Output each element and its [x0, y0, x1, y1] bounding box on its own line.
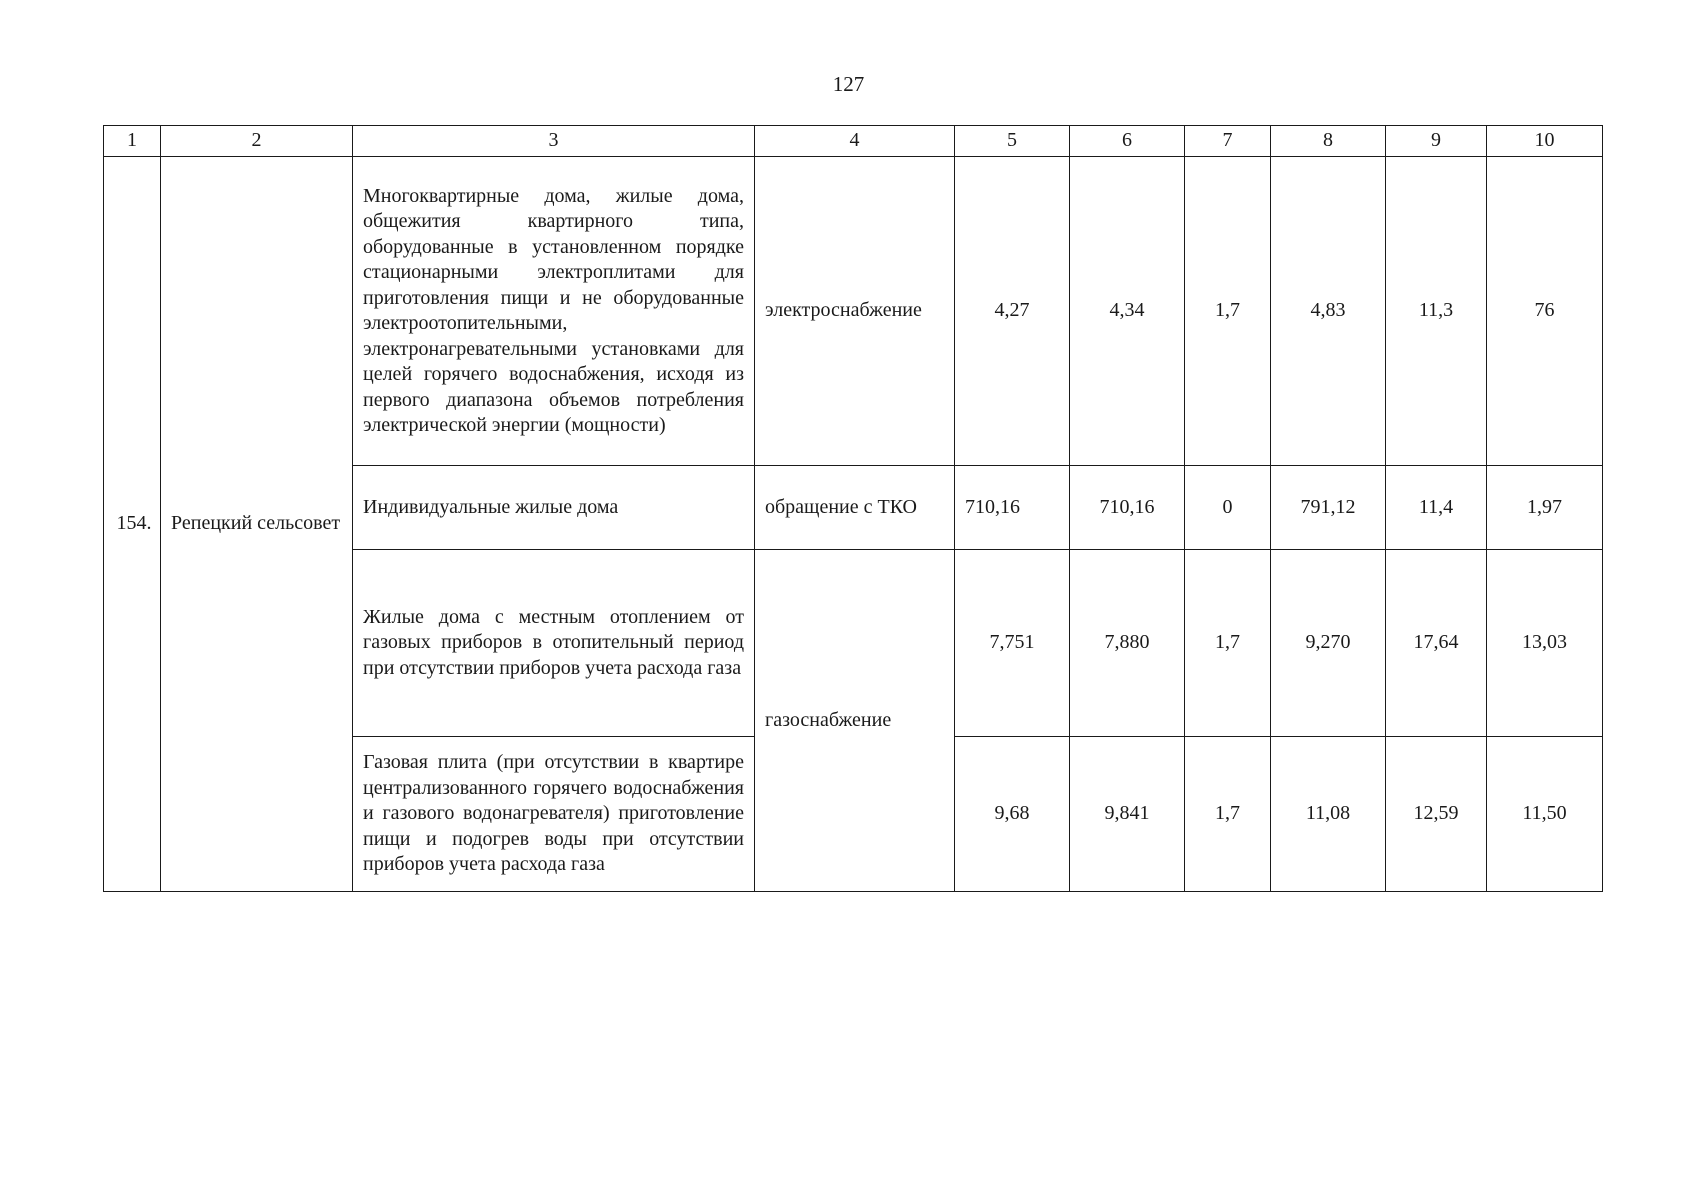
header-cell: 9 [1386, 126, 1487, 157]
value-cell: 12,59 [1386, 737, 1487, 892]
municipality-name: Репецкий сельсовет [161, 157, 353, 892]
value-cell: 9,270 [1271, 550, 1386, 737]
header-cell: 6 [1070, 126, 1185, 157]
value-cell: 7,880 [1070, 550, 1185, 737]
value-cell: 7,751 [955, 550, 1070, 737]
value-cell: 0 [1185, 466, 1271, 550]
consumer-category: Жилые дома с местным отоплением от газовых приборов в отопительный период при отсутствии приборов учета расхода газа [353, 550, 755, 737]
value-cell: 9,68 [955, 737, 1070, 892]
service-type: электроснабжение [755, 157, 955, 466]
value-cell: 11,50 [1487, 737, 1603, 892]
page-number: 127 [832, 72, 865, 96]
consumer-category: Многоквартирные дома, жилые дома, общежития квартирного типа, оборудованные в установленном порядке стационарными электроплитами для приготовления пищи и не оборудованные электроотопительными, электронагревательными установками для целей горячего водоснабжения, исходя из первого диапазона объемов потребления электрической энергии (мощности) [353, 157, 755, 466]
header-cell: 4 [755, 126, 955, 157]
value-cell: 710,16 [1070, 466, 1185, 550]
header-cell: 7 [1185, 126, 1271, 157]
value-cell: 4,83 [1271, 157, 1386, 466]
value-cell: 76 [1487, 157, 1603, 466]
header-cell: 2 [161, 126, 353, 157]
service-type: газоснабжение [755, 550, 955, 892]
header-cell: 10 [1487, 126, 1603, 157]
header-cell: 8 [1271, 126, 1386, 157]
value-cell: 710,16 [955, 466, 1070, 550]
consumer-category: Газовая плита (при отсутствии в квартире централизованного горячего водоснабжения и газового водонагревателя) приготовление пищи и подогрев воды при отсутствии приборов учета расхода газа [353, 737, 755, 892]
service-type: обращение с ТКО [755, 466, 955, 550]
entry-number: 154. [104, 157, 161, 892]
value-cell: 13,03 [1487, 550, 1603, 737]
value-cell: 4,34 [1070, 157, 1185, 466]
value-cell: 791,12 [1271, 466, 1386, 550]
value-cell: 11,3 [1386, 157, 1487, 466]
value-cell: 17,64 [1386, 550, 1487, 737]
value-cell: 11,4 [1386, 466, 1487, 550]
value-cell: 1,97 [1487, 466, 1603, 550]
table-row [104, 157, 1603, 466]
header-cell: 5 [955, 126, 1070, 157]
tariff-table [103, 125, 1603, 892]
value-cell: 1,7 [1185, 737, 1271, 892]
consumer-category: Индивидуальные жилые дома [353, 466, 755, 550]
value-cell: 9,841 [1070, 737, 1185, 892]
value-cell: 11,08 [1271, 737, 1386, 892]
value-cell: 4,27 [955, 157, 1070, 466]
header-cell: 1 [104, 126, 161, 157]
value-cell: 1,7 [1185, 157, 1271, 466]
value-cell: 1,7 [1185, 550, 1271, 737]
header-row [104, 126, 1603, 157]
header-cell: 3 [353, 126, 755, 157]
